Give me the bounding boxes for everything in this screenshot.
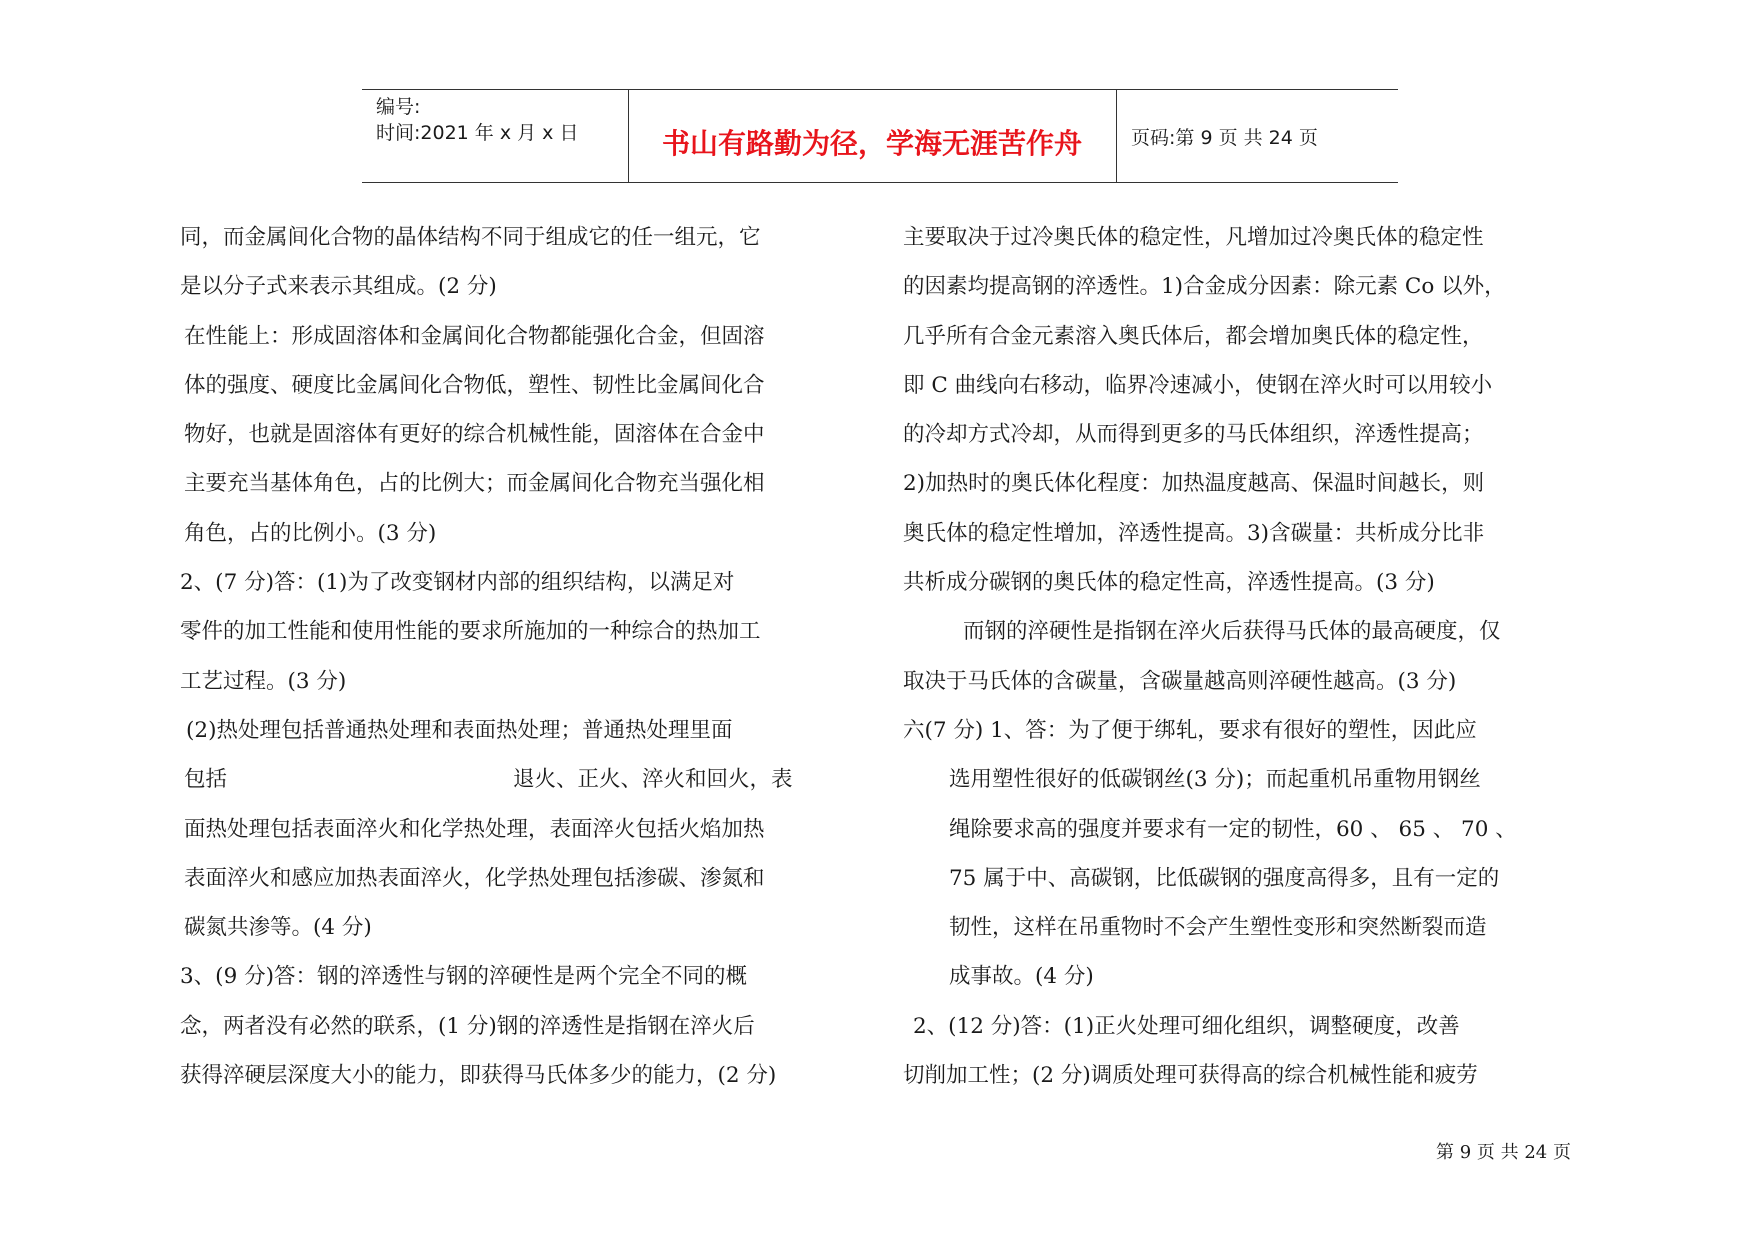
- text-line: 共析成分碳钢的奥氏体的稳定性高，淬透性提高。(3 分): [903, 570, 1435, 596]
- text-line: 体的强度、硬度比金属间化合物低，塑性、韧性比金属间化合: [184, 372, 765, 398]
- text-line: 2、(7 分)答：(1)为了改变钢材内部的组织结构，以满足对: [180, 570, 735, 596]
- text-line: 获得淬硬层深度大小的能力，即获得马氏体多少的能力，(2 分): [180, 1063, 777, 1089]
- text-line: 切削加工性；(2 分)调质处理可获得高的综合机械性能和疲劳: [903, 1063, 1478, 1089]
- text-line: 在性能上：形成固溶体和金属间化合物都能强化合金，但固溶: [184, 323, 765, 349]
- text-line: 工艺过程。(3 分): [180, 668, 347, 694]
- text-line: (2)热处理包括普通热处理和表面热处理；普通热处理里面: [186, 717, 733, 743]
- text-line: 表面淬火和感应加热表面淬火，化学热处理包括渗碳、渗氮和: [184, 865, 765, 891]
- text-line: 是以分子式来表示其组成。(2 分): [180, 274, 497, 300]
- text-line: 韧性，这样在吊重物时不会产生塑性变形和突然断裂而造: [949, 915, 1487, 941]
- document-number-label: 编号:: [376, 96, 421, 118]
- text-line: 成事故。(4 分): [949, 964, 1094, 990]
- text-line: 选用塑性很好的低碳钢丝(3 分)；而起重机吊重物用钢丝: [949, 767, 1481, 793]
- footer-page-number: 第 9 页 共 24 页: [1436, 1142, 1571, 1163]
- text-line: 3、(9 分)答：钢的淬透性与钢的淬硬性是两个完全不同的概: [180, 964, 747, 990]
- text-line: 主要充当基体角色，占的比例大；而金属间化合物充当强化相: [184, 471, 765, 497]
- document-time-label: 时间:2021 年 x 月 x 日: [376, 122, 579, 144]
- text-line: 2、(12 分)答：(1)正火处理可细化组织，调整硬度，改善: [913, 1013, 1460, 1039]
- text-line: 的因素均提高钢的淬透性。1)合金成分因素：除元素 Co 以外，: [903, 274, 1506, 300]
- text-fragment: 包括: [184, 767, 228, 793]
- text-fragment: 退火、正火、淬火和回火，表: [513, 767, 793, 793]
- text-line: 主要取决于过冷奥氏体的稳定性，凡增加过冷奥氏体的稳定性: [903, 225, 1484, 250]
- text-line: 碳氮共渗等。(4 分): [184, 915, 372, 941]
- text-line: 念，两者没有必然的联系，(1 分)钢的淬透性是指钢在淬火后: [180, 1013, 755, 1039]
- text-line: 六(7 分) 1、答：为了便于绑轧，要求有很好的塑性，因此应: [903, 717, 1477, 743]
- header-divider-right: [1116, 89, 1117, 183]
- text-line: 角色，占的比例小。(3 分): [184, 520, 437, 546]
- text-line: 75 属于中、高碳钢，比低碳钢的强度高得多，且有一定的: [949, 865, 1500, 891]
- text-line: 几乎所有合金元素溶入奥氏体后，都会增加奥氏体的稳定性，: [903, 323, 1484, 349]
- text-line: 物好，也就是固溶体有更好的综合机械性能，固溶体在合金中: [184, 422, 765, 448]
- text-line: 绳除要求高的强度并要求有一定的韧性，60 、 65 、 70 、: [949, 816, 1517, 842]
- header-motto: 书山有路勤为径，学海无涯苦作舟: [661, 127, 1082, 160]
- text-line: [180, 755, 865, 804]
- text-line: 2)加热时的奥氏体化程度：加热温度越高、保温时间越长，则: [903, 471, 1485, 497]
- text-line: 面热处理包括表面淬火和化学热处理，表面淬火包括火焰加热: [184, 816, 765, 842]
- text-line: 取决于马氏体的含碳量，含碳量越高则淬硬性越高。(3 分): [903, 668, 1457, 694]
- right-text-column: [903, 213, 1623, 1100]
- text-line: 零件的加工性能和使用性能的要求所施加的一种综合的热加工: [180, 619, 761, 645]
- text-line: 奥氏体的稳定性增加，淬透性提高。3)含碳量：共析成分比非: [903, 520, 1485, 546]
- text-line: 同，而金属间化合物的晶体结构不同于组成它的任一组元，它: [180, 225, 761, 250]
- header-bottom-rule: [362, 182, 1398, 183]
- header-page-label: 页码:第 9 页 共 24 页: [1131, 127, 1318, 149]
- left-text-column: [180, 213, 865, 1100]
- text-line: 而钢的淬硬性是指钢在淬火后获得马氏体的最高硬度，仅: [963, 619, 1501, 645]
- text-line: 的冷却方式冷却，从而得到更多的马氏体组织，淬透性提高；: [903, 422, 1484, 448]
- text-line: 即 C 曲线向右移动，临界冷速减小，使钢在淬火时可以用较小: [903, 372, 1493, 398]
- header-top-rule: [362, 89, 1398, 90]
